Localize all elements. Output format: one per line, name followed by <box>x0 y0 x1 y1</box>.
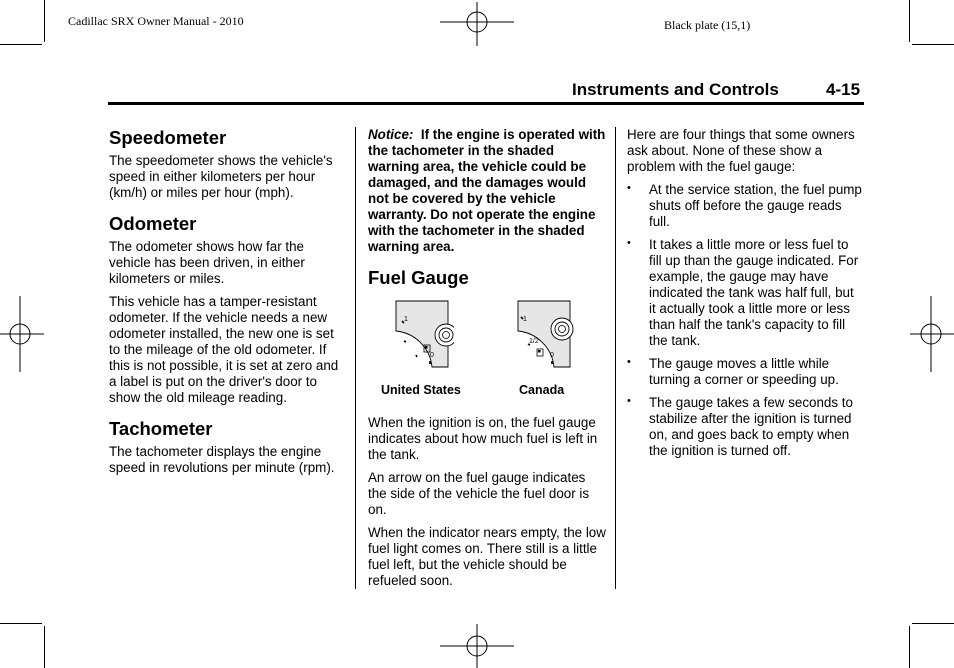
odometer-text-2: This vehicle has a tamper-resistant odometer. If the vehicle needs a new odometer installed, the new one is set to the mileage of the old odometer. If this is not possible, it is set at zero and a label is put on the driver's door to show the old mileage reading. <box>109 294 339 405</box>
gauge-caption-canada: Canada <box>519 383 565 397</box>
bullet-glyph: • <box>627 237 631 249</box>
fuel-gauge-heading: Fuel Gauge <box>368 267 469 288</box>
column-2 <box>368 127 606 596</box>
fuel-gauge-us-illustration <box>390 297 454 369</box>
list-item <box>627 237 863 349</box>
speedometer-text: The speedometer shows the vehicle's speed in either kilometers per hour (km/h) or miles per hour (mph). <box>109 153 333 200</box>
speedometer-heading: Speedometer <box>109 127 227 148</box>
list-item-text: The gauge takes a few seconds to stabilize after the ignition is turned on, and goes back to empty when the ignition is turned off. <box>649 395 853 458</box>
fuel-gauge-text-3: When the indicator nears empty, the low fuel light comes on. There still is a little fuel left, but the vehicle should be refueled soon. <box>368 525 606 588</box>
notice-block <box>368 127 606 255</box>
canada-empty-mark: 0 <box>550 352 554 359</box>
bullet-glyph: • <box>627 356 631 368</box>
registration-mark-top <box>440 2 514 46</box>
list-item <box>627 395 863 459</box>
registration-mark-right <box>910 296 954 372</box>
fuel-questions-intro: Here are four things that some owners ask about. None of these show a problem with the fuel gauge: <box>627 127 855 174</box>
manual-title-meta: Cadillac SRX Owner Manual - 2010 <box>68 14 244 28</box>
column-3 <box>627 127 863 466</box>
notice-label: Notice: <box>368 127 414 142</box>
bullet-glyph: • <box>627 182 631 194</box>
list-item-text: At the service station, the fuel pump shuts off before the gauge reads full. <box>649 182 862 229</box>
fuel-questions-list <box>627 182 863 459</box>
registration-mark-bottom <box>440 624 514 668</box>
fuel-gauge-text-1: When the ignition is on, the fuel gauge indicates about how much fuel is left in the tank. <box>368 415 598 462</box>
page-number: 4-15 <box>826 80 861 99</box>
tachometer-text: The tachometer displays the engine speed in revolutions per minute (rpm). <box>109 444 335 475</box>
fuel-gauge-canada-illustration <box>512 297 576 369</box>
fuel-gauge-figure <box>368 293 606 405</box>
us-full-mark: 1 <box>404 316 408 323</box>
tachometer-heading: Tachometer <box>109 418 213 439</box>
canada-half-mark: 1/2 <box>529 338 539 345</box>
plate-meta: Black plate (15,1) <box>664 18 751 32</box>
bullet-glyph: • <box>627 395 631 407</box>
registration-mark-left <box>0 296 44 372</box>
list-item <box>627 356 863 388</box>
section-title: Instruments and Controls <box>572 80 779 99</box>
list-item-text: The gauge moves a little while turning a corner or speeding up. <box>649 356 839 387</box>
canada-full-mark: 1 <box>523 316 527 323</box>
odometer-heading: Odometer <box>109 213 197 234</box>
list-item-text: It takes a little more or less fuel to fill up than the gauge indicated. For example, the gauge may have indicated the tank was half full, but it actually took a little more or less than half the tank's capacity to fill the tank. <box>649 237 859 348</box>
header-rule <box>108 102 864 105</box>
column-divider-1 <box>355 127 356 589</box>
gauge-caption-us: United States <box>381 383 461 397</box>
list-item <box>627 182 863 230</box>
fuel-gauge-text-2: An arrow on the fuel gauge indicates the side of the vehicle the fuel door is on. <box>368 470 590 517</box>
us-empty-mark: 0 <box>430 352 434 359</box>
column-divider-2 <box>615 127 616 589</box>
notice-text: If the engine is operated with the tachometer in the shaded warning area, the vehicle could be damaged, and the damages would not be covered by the vehicle warranty. Do not operate the engine with the tachometer in the shaded warning area. <box>368 127 606 254</box>
odometer-text-1: The odometer shows how far the vehicle has been driven, in either kilometers or miles. <box>109 239 305 286</box>
column-1 <box>109 127 345 483</box>
